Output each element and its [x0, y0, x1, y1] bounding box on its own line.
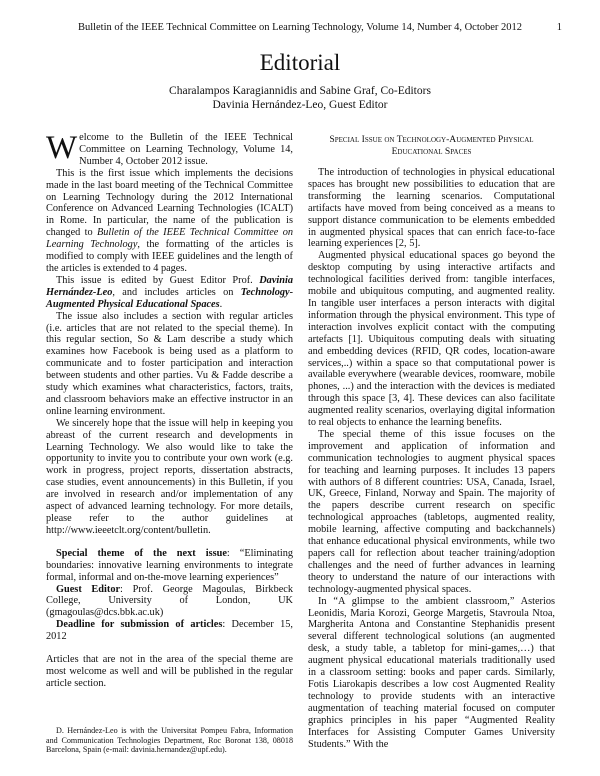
invitation-paragraph: We sincerely hope that the issue will help in keeping you abreast of the current research and developments in Learning Technology. We also would like to take the opportunity to invite you to contribute your own work (e.g. work in progress, project reports, dissertation abstracts, case studies, event announcements) in this Bulletin, if you are involved in research and/or implementation of any aspect of advanced learning technology. For more details, please refer to the author guidelines at http://www.ieeetclt.org/content/bulletin.	[46, 417, 293, 536]
regular-articles-paragraph: Articles that are not in the area of the special theme are most welcome as well and will be published in the regular article section.	[46, 654, 293, 689]
publication-name: Bulletin of the IEEE Technical Committee on Learning Technology	[46, 227, 294, 251]
author-footnote: D. Hernández-Leo is with the Universitat Pompeu Fabra, Information and Communication Technologies Department, Roc Boronat 138, 08018 Barcelona, Spain (e-mail: davinia.hernandez@upf.edu).	[46, 726, 293, 755]
editors-line: Charalampos Karagiannidis and Sabine Graf, Co-Editors	[169, 85, 431, 97]
right-column	[308, 132, 555, 750]
next-guest-editor-paragraph: Guest Editor: Prof. George Magoulas, Birkbeck College, University of London, UK (gmagoulas@dcs.bbk.ac.uk)	[46, 583, 294, 619]
issue-paragraph: This issue is edited by Guest Editor Prof. Davinia Hernández-Leo, and includes articles on Technology-Augmented Physical Educational Spaces.	[46, 274, 293, 310]
special-theme-name: Technology-Augmented Physical Educational Spaces	[46, 286, 293, 310]
page-number: 1	[556, 22, 562, 33]
author-block	[0, 85, 600, 112]
augmented-spaces-paragraph: Augmented physical educational spaces go beyond the desktop computing by using interactive artifacts and technological facilities derived from: tangible interfaces, mobile and ubiquitous computing, and augmented reality. In tangible user interfaces a person interacts with digital information through the physical environment. This type of interaction involves explicit contact with the computing artefacts [1]. Ubiquitous computing deals with situating and embedding devices (RFID, QR codes, location-aware services,..) within a space so that computational power is available everywhere (wearable devices, roomware, mobile phones, ...) and the interaction with the devices is mediated through this space [3, 4]. These devices can also facilitate augmented reality scenarios, overlaying digital information to real objects to enhance the learning benefits.	[308, 250, 555, 429]
name-change-paragraph: This is the first issue which implements the decisions made in the last board meeting of the Technical Committee on Learning Technology during the 2012 International Conference on Advanced Learning Technologies (ICALT) in Rome. In particular, the name of the publication is changed to Bulletin of the IEEE Technical Committee on Learning Technology, the formatting of the articles is modified to comply with IEEE guidelines and the length of the articles is extended to 4 pages.	[46, 167, 294, 274]
article-title: Editorial	[259, 50, 341, 75]
deadline-paragraph: Deadline for submission of articles: December 15, 2012	[46, 619, 293, 643]
running-head: Bulletin of the IEEE Technical Committee on Learning Technology, Volume 14, Number 4, October 2012	[77, 22, 523, 33]
section-heading: Special Issue on Technology-Augmented Physical Educational Spaces	[329, 134, 534, 157]
papers-overview-paragraph: In “A glimpse to the ambient classroom,” Asterios Leonidis, Maria Korozi, George Margetis, Stavroula Ntoa, Margherita Antona and Constantine Stephanidis present several different technological solutions (an augmented desk, a study table, a tabletop for mini-games,…) that augment physical educational materials traditionally used in a classroom setting: books and paper cards. Similarly, Fotis Liarokapis describes a low cost Augmented Reality technology to provide students with an interactive augmentation of teaching material focused on computer graphics principles in his paper “Augmented Reality Interfaces for Assisting Computer Games University Students.” With the	[308, 595, 555, 750]
drop-cap: W	[46, 130, 78, 166]
left-column	[46, 132, 293, 690]
guest-editor-name: Davinia Hernández-Leo	[46, 274, 293, 298]
intro-paragraph: The introduction of technologies in physical educational spaces has brought new possibilities to education that are transforming the learning scenarios. Computational artifacts have moved from being conceived as a means to support distance communication to be elements embedded in augmented physical spaces that can enrich face-to-face learning experiences [2, 5].	[308, 167, 555, 250]
next-theme-paragraph: Special theme of the next issue: “Eliminating boundaries: innovative learning environments to integrate formal, informal and on-the-move learning experiences”	[46, 547, 293, 583]
special-theme-paragraph: The special theme of this issue focuses on the improvement and application of information and communication technologies to augment physical spaces for teaching and learning purposes. It includes 13 papers with authors of 8 different countries: USA, Canada, Israel, UK, Greece, Finland, Norway and Spain. The majority of the papers describe current research on specific technological approaches (tabletops, augmented reality, mobile learning, affective computing and backchannels) that enhance educational physical environments, while two papers call for reflection about teacher training/adoption challenges and the need of further advances in learning theory to understand the nature of our interactions with technology-augmented physical spaces.	[308, 428, 555, 595]
welcome-paragraph: Welcome to the Bulletin of the IEEE Technical Committee on Learning Technology, Volume 14, Number 4, October 2012 issue.	[46, 130, 293, 167]
guest-editor-line: Davinia Hernández-Leo, Guest Editor	[212, 98, 388, 111]
regular-section-paragraph: The issue also includes a section with regular articles (i.e. articles that are not related to the special theme). In this regular section, So & Lam describe a study which examines how Facebook is being used as a platform to communicate and to foster participation and interaction between students and other parties. Vu & Fadde describe a study which examines what characteristics, factors, traits, and classroom behaviors make an effective instructor in an online learning environment.	[46, 310, 293, 417]
